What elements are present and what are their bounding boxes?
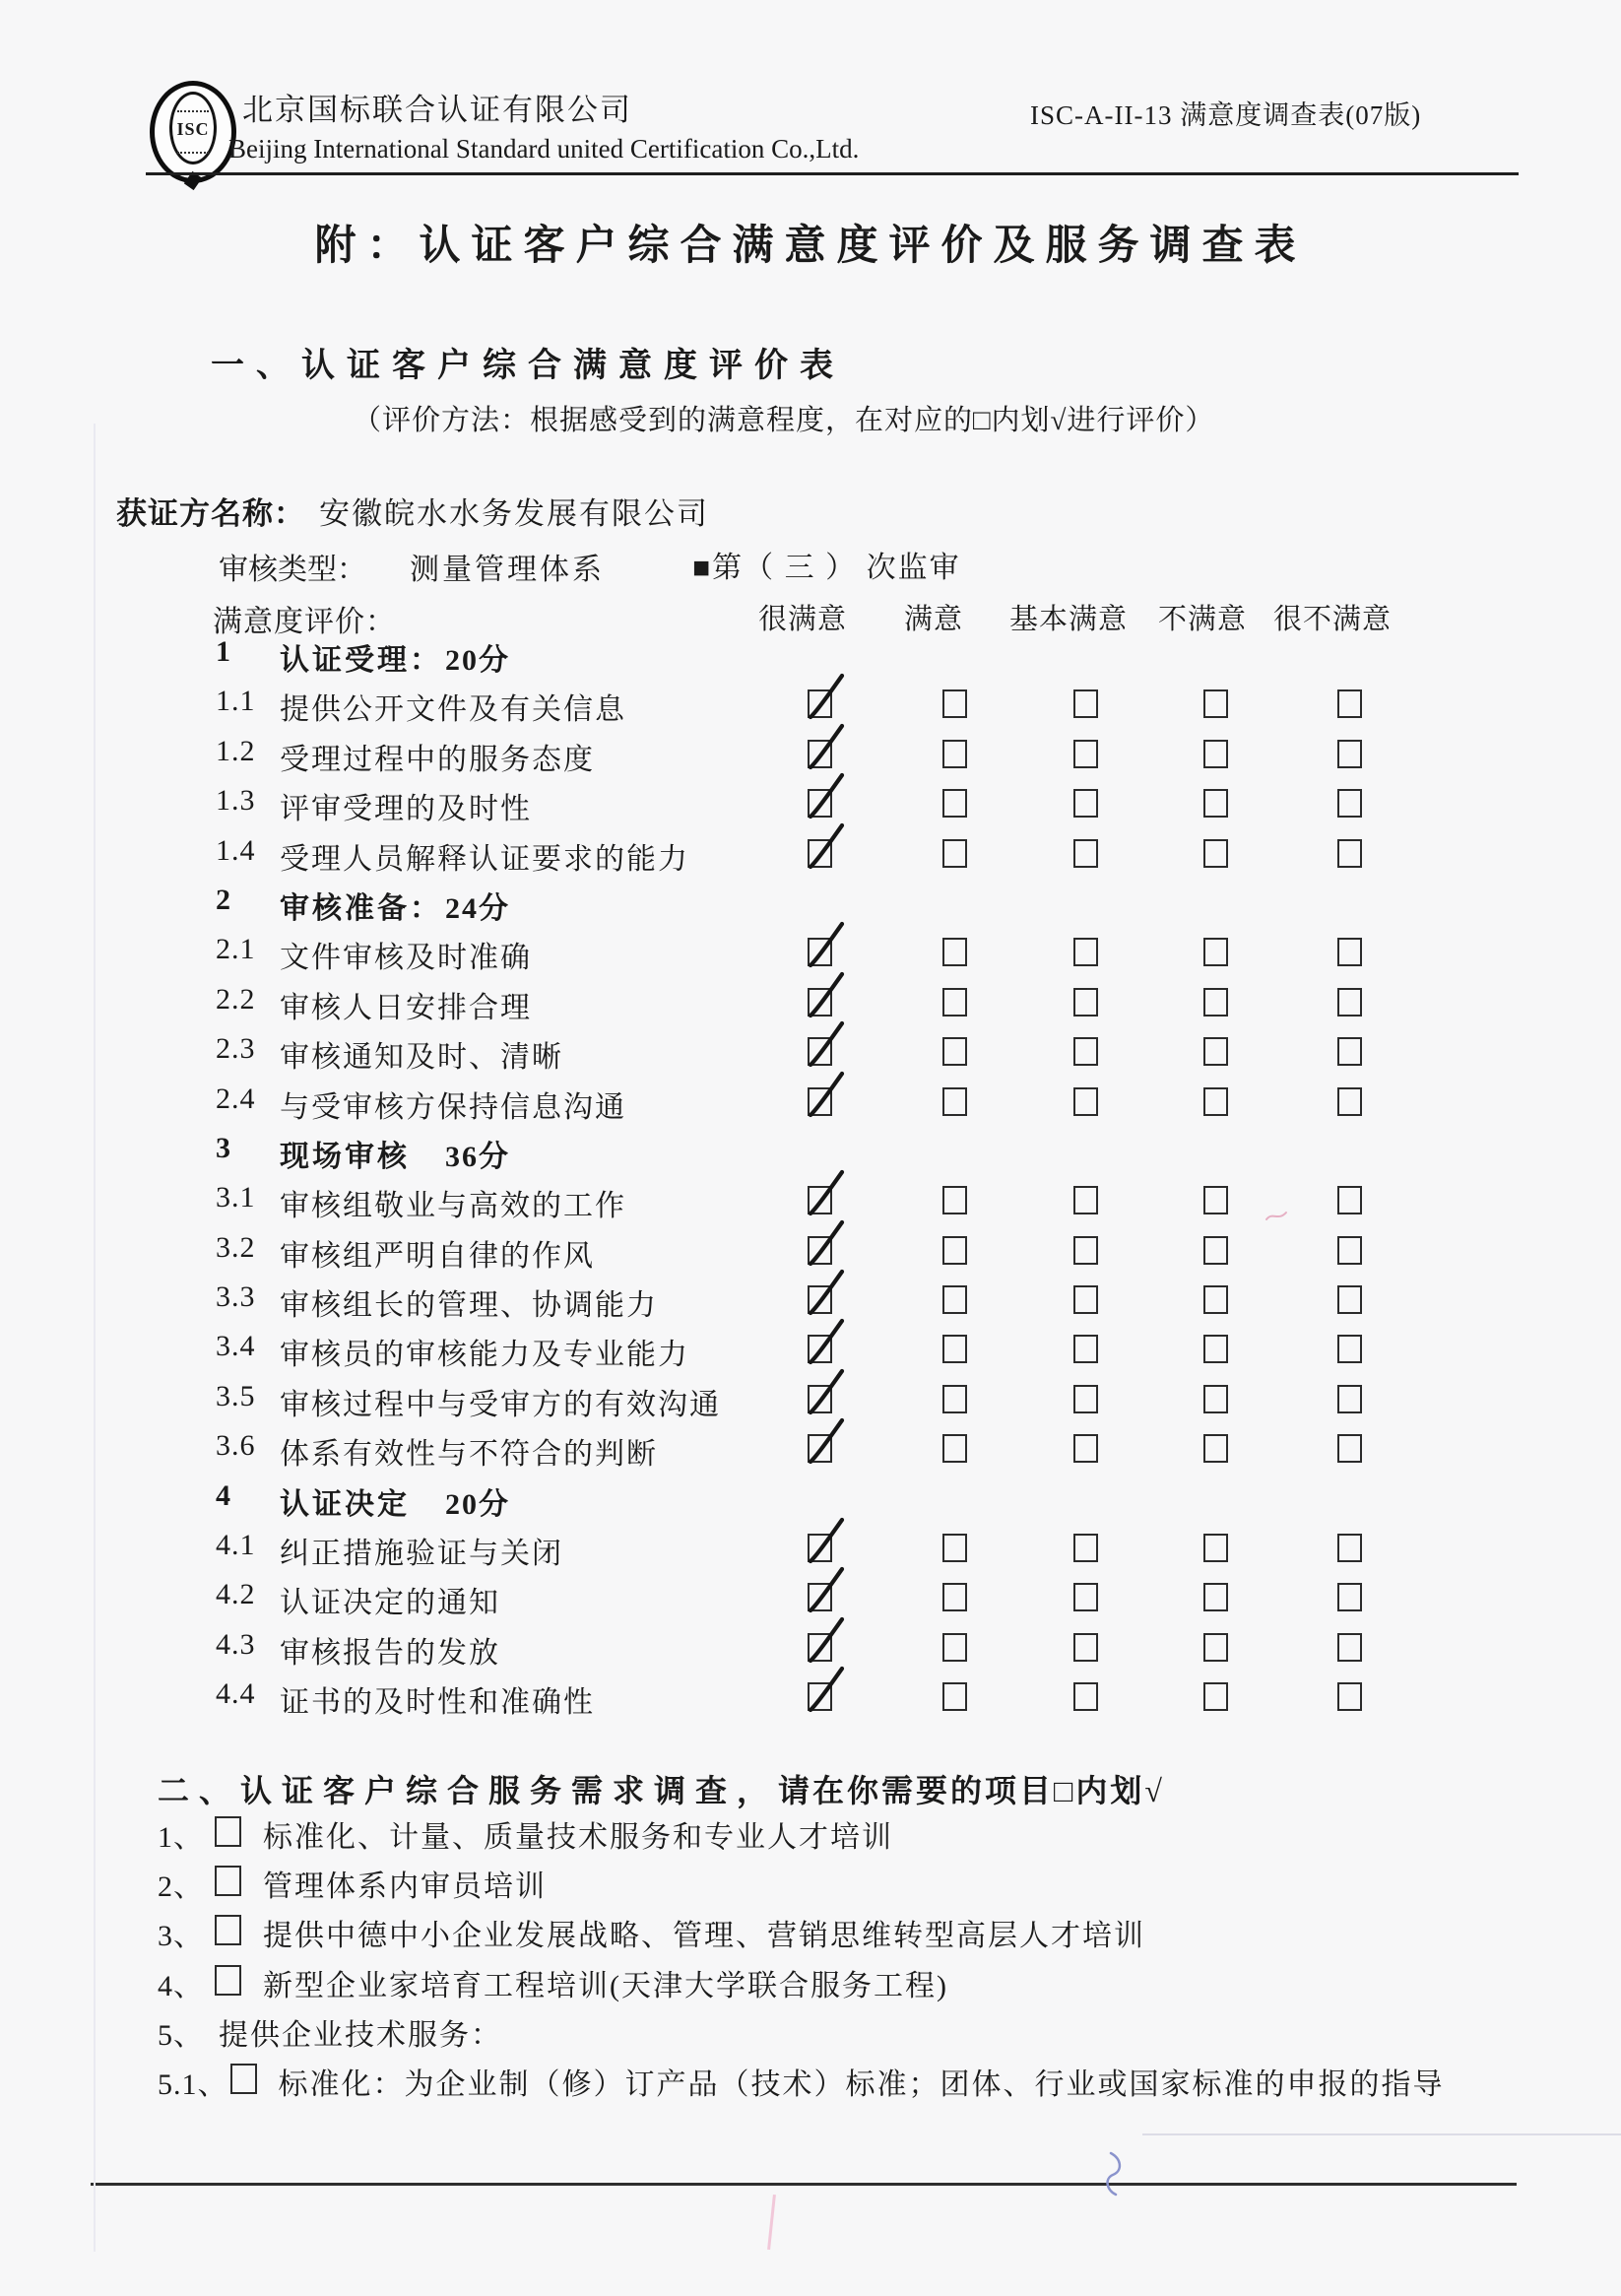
rating-checkbox[interactable]: [1203, 1682, 1228, 1711]
rating-group-header: [0, 884, 1621, 933]
item-number: 2.3: [216, 1032, 256, 1066]
service-item-row: [0, 2060, 1621, 2109]
rating-checkbox[interactable]: [1337, 1682, 1362, 1711]
rating-checkbox[interactable]: [1073, 1037, 1098, 1066]
rating-checkbox[interactable]: [1337, 1434, 1362, 1463]
rating-checkbox[interactable]: [1203, 1633, 1228, 1662]
rating-checkbox[interactable]: [1073, 938, 1098, 966]
rating-checkbox[interactable]: [1203, 1534, 1228, 1562]
group-title: 认证受理：: [280, 644, 442, 677]
rating-checkbox[interactable]: [942, 1534, 967, 1562]
rating-checkbox[interactable]: [942, 689, 967, 718]
item-label: 审核组长的管理、协调能力: [280, 1289, 658, 1323]
service-item-number: 4、: [158, 1969, 204, 2002]
service-item-text: 提供企业技术服务：: [219, 2018, 502, 2052]
rating-checkbox[interactable]: [942, 1236, 967, 1265]
service-item-number: 5、: [158, 2018, 204, 2052]
footer-rule: [91, 2183, 1517, 2186]
scan-edge-line: [94, 424, 96, 2252]
item-label: 提供公开文件及有关信息: [280, 693, 626, 727]
scan-artifact-blue-squiggle: [1091, 2149, 1127, 2198]
rating-checkbox[interactable]: [942, 1583, 967, 1611]
group-title: 现场审核: [280, 1140, 410, 1173]
item-label: 审核报告的发放: [280, 1636, 500, 1670]
rating-checkbox[interactable]: [1073, 1186, 1098, 1214]
certified-org-value: 安徽皖水水务发展有限公司: [319, 496, 709, 531]
service-item-row: [0, 2010, 1621, 2060]
group-points: 36分: [445, 1140, 510, 1173]
rating-checkbox-checked[interactable]: [808, 1186, 832, 1214]
service-checkbox[interactable]: [215, 1965, 241, 1996]
rating-checkbox[interactable]: [942, 740, 967, 768]
rating-checkbox-checked[interactable]: [808, 1583, 832, 1611]
rating-item-row: [0, 1032, 1621, 1082]
rating-checkbox[interactable]: [1073, 1087, 1098, 1116]
item-label: 文件审核及时准确: [280, 942, 532, 975]
rating-item-row: [0, 834, 1621, 884]
rating-checkbox-checked[interactable]: [808, 938, 832, 966]
scan-artifact-pink-mark: [1264, 1208, 1294, 1225]
service-item-row: [0, 1911, 1621, 1960]
rating-checkbox-checked[interactable]: [808, 1285, 832, 1314]
rating-checkbox[interactable]: [942, 1682, 967, 1711]
item-number: 3.2: [216, 1230, 256, 1264]
group-number: 4: [216, 1478, 230, 1512]
audit-type-value: 测量管理体系: [410, 554, 605, 586]
rating-checkbox[interactable]: [1203, 1037, 1228, 1066]
rating-checkbox[interactable]: [942, 789, 967, 818]
rating-checkbox-checked[interactable]: [808, 1682, 832, 1711]
rating-checkbox[interactable]: [1337, 1186, 1362, 1214]
header-rule: [146, 172, 1519, 175]
rating-checkbox-checked[interactable]: [808, 1534, 832, 1562]
rating-table: [0, 635, 1621, 1728]
service-item-row: [0, 1812, 1621, 1862]
item-label: 审核员的审核能力及专业能力: [280, 1339, 689, 1372]
rating-checkbox[interactable]: [1337, 1087, 1362, 1116]
rating-checkbox[interactable]: [1073, 839, 1098, 868]
rating-checkbox[interactable]: [1073, 1434, 1098, 1463]
rating-item-row: [0, 1231, 1621, 1280]
rating-checkbox[interactable]: [1337, 1236, 1362, 1265]
company-name-en: Beijing International Standard united Certification Co.,Ltd.: [228, 134, 860, 164]
rating-checkbox[interactable]: [1337, 938, 1362, 966]
certified-org-line: [116, 489, 709, 533]
logo-isc-text: ISC: [176, 119, 210, 139]
group-number: 1: [216, 635, 230, 668]
rating-checkbox[interactable]: [1337, 1037, 1362, 1066]
rating-checkbox[interactable]: [1073, 740, 1098, 768]
certified-org-label: 获证方名称：: [116, 496, 305, 531]
item-label: 审核组严明自律的作风: [280, 1239, 595, 1273]
item-label: 体系有效性与不符合的判断: [280, 1438, 658, 1472]
rating-checkbox[interactable]: [1073, 1583, 1098, 1611]
rating-item-row: [0, 784, 1621, 833]
rating-checkbox[interactable]: [942, 1434, 967, 1463]
rating-item-row: [0, 1181, 1621, 1230]
rating-checkbox[interactable]: [1337, 1633, 1362, 1662]
rating-group-header: [0, 635, 1621, 685]
group-points: 20分: [445, 1487, 510, 1521]
page-title: 附：认证客户综合满意度评价及服务调查表: [314, 224, 1307, 269]
service-item-number: 2、: [158, 1870, 204, 1904]
rating-checkbox[interactable]: [1337, 740, 1362, 768]
rating-checkbox[interactable]: [1203, 1186, 1228, 1214]
service-item-row: [0, 1862, 1621, 1911]
group-number: 2: [216, 883, 230, 916]
item-number: 4.1: [216, 1529, 256, 1562]
rating-checkbox[interactable]: [1073, 1385, 1098, 1413]
rating-checkbox[interactable]: [942, 988, 967, 1017]
rating-checkbox[interactable]: [1203, 740, 1228, 768]
rating-item-row: [0, 1380, 1621, 1429]
item-label: 证书的及时性和准确性: [280, 1686, 595, 1720]
rating-checkbox-checked[interactable]: [808, 1633, 832, 1662]
item-number: 3.3: [216, 1280, 256, 1314]
rating-checkbox[interactable]: [1203, 1236, 1228, 1265]
item-number: 1.1: [216, 685, 256, 718]
item-number: 1.2: [216, 734, 256, 767]
item-label: 认证决定的通知: [280, 1587, 500, 1620]
rating-item-row: [0, 1082, 1621, 1132]
rating-checkbox[interactable]: [1203, 789, 1228, 818]
rating-checkbox[interactable]: [1337, 1385, 1362, 1413]
rating-column-header: 很不满意: [1272, 604, 1393, 635]
rating-checkbox[interactable]: [942, 1633, 967, 1662]
rating-checkbox[interactable]: [942, 1186, 967, 1214]
rating-checkbox-checked[interactable]: [808, 1236, 832, 1265]
rating-checkbox[interactable]: [1337, 988, 1362, 1017]
service-item-text: 提供中德中小企业发展战略、管理、营销思维转型高层人才培训: [263, 1920, 1145, 1953]
rating-checkbox[interactable]: [1203, 1434, 1228, 1463]
rating-group-header: [0, 1479, 1621, 1529]
rating-checkbox[interactable]: [1073, 1682, 1098, 1711]
rating-column-header: 不满意: [1157, 604, 1248, 635]
rating-checkbox[interactable]: [942, 1285, 967, 1314]
rating-checkbox[interactable]: [942, 1335, 967, 1363]
group-title: 审核准备：: [280, 891, 442, 925]
audit-round-value: ■第（ 三 ） 次监审: [692, 552, 961, 584]
rating-checkbox[interactable]: [1073, 1633, 1098, 1662]
rating-checkbox[interactable]: [1073, 689, 1098, 718]
rating-checkbox[interactable]: [1337, 1583, 1362, 1611]
isc-logo: [150, 81, 236, 185]
item-number: 4.4: [216, 1677, 256, 1711]
item-number: 4.2: [216, 1578, 256, 1611]
service-item-number: 1、: [158, 1821, 204, 1854]
service-checkbox[interactable]: [215, 1816, 241, 1847]
item-label: 受理过程中的服务态度: [280, 743, 595, 776]
rating-item-row: [0, 933, 1621, 982]
rating-checkbox[interactable]: [1337, 1335, 1362, 1363]
rating-item-row: [0, 1280, 1621, 1330]
rating-checkbox-checked[interactable]: [808, 1335, 832, 1363]
rating-checkbox[interactable]: [1203, 1385, 1228, 1413]
service-checkbox[interactable]: [215, 1915, 241, 1945]
group-points: 24分: [445, 891, 510, 925]
rating-item-row: [0, 983, 1621, 1032]
service-item-number: 3、: [158, 1920, 204, 1953]
group-title: 认证决定: [280, 1487, 410, 1521]
rating-checkbox[interactable]: [1337, 1534, 1362, 1562]
item-number: 2.2: [216, 982, 256, 1016]
item-number: 3.4: [216, 1330, 256, 1363]
document-code: ISC-A-II-13 满意度调查表(07版): [1030, 100, 1422, 130]
rating-checkbox-checked[interactable]: [808, 1434, 832, 1463]
rating-checkbox-checked[interactable]: [808, 839, 832, 868]
rating-column-header: 满意: [903, 604, 964, 635]
rating-item-row: [0, 1529, 1621, 1578]
rating-item-row: [0, 685, 1621, 734]
item-label: 审核过程中与受审方的有效沟通: [280, 1388, 721, 1421]
rating-checkbox-checked[interactable]: [808, 1087, 832, 1116]
evaluation-method-note: （评价方法：根据感受到的满意程度，在对应的□内划√进行评价）: [353, 405, 1215, 436]
company-name-cn: 北京国标联合认证有限公司: [242, 93, 632, 127]
group-number: 3: [216, 1131, 230, 1164]
item-label: 评审受理的及时性: [280, 793, 532, 826]
rating-checkbox[interactable]: [1073, 789, 1098, 818]
item-number: 2.1: [216, 933, 256, 966]
rating-checkbox[interactable]: [942, 1385, 967, 1413]
rating-checkbox[interactable]: [1203, 1285, 1228, 1314]
item-label: 审核通知及时、清晰: [280, 1041, 563, 1075]
service-item-text: 标准化：为企业制（修）订产品（技术）标准；团体、行业或国家标准的申报的指导: [278, 2067, 1445, 2101]
rating-checkbox[interactable]: [1073, 1534, 1098, 1562]
rating-item-row: [0, 1677, 1621, 1727]
rating-checkbox[interactable]: [1203, 689, 1228, 718]
rating-checkbox[interactable]: [942, 839, 967, 868]
rating-item-row: [0, 1578, 1621, 1627]
rating-checkbox-checked[interactable]: [808, 988, 832, 1017]
rating-checkbox-checked[interactable]: [808, 689, 832, 718]
rating-checkbox[interactable]: [1203, 1335, 1228, 1363]
audit-type-label: 审核类型：: [219, 554, 366, 586]
rating-item-row: [0, 1429, 1621, 1478]
rating-checkbox[interactable]: [1073, 1285, 1098, 1314]
service-item-number: 5.1、: [158, 2067, 228, 2101]
rating-checkbox[interactable]: [1337, 789, 1362, 818]
rating-checkbox-checked[interactable]: [808, 1037, 832, 1066]
rating-checkbox[interactable]: [942, 1087, 967, 1116]
section-two-heading: [158, 1766, 1165, 1811]
rating-checkbox-checked[interactable]: [808, 789, 832, 818]
rating-checkbox[interactable]: [942, 938, 967, 966]
item-label: 与受审核方保持信息沟通: [280, 1090, 626, 1124]
item-label: 纠正措施验证与关闭: [280, 1538, 563, 1571]
rating-checkbox[interactable]: [1337, 689, 1362, 718]
audit-type-line: [219, 545, 605, 588]
service-checkbox[interactable]: [215, 1866, 241, 1896]
rating-checkbox[interactable]: [942, 1037, 967, 1066]
rating-checkbox[interactable]: [1203, 938, 1228, 966]
service-item-text: 标准化、计量、质量技术服务和专业人才培训: [263, 1821, 893, 1854]
item-label: 审核组敬业与高效的工作: [280, 1190, 626, 1223]
service-checkbox[interactable]: [230, 2064, 257, 2094]
group-points: 20分: [445, 644, 510, 677]
rating-checkbox[interactable]: [1337, 839, 1362, 868]
item-number: 3.5: [216, 1379, 256, 1412]
service-item-text: 管理体系内审员培训: [263, 1870, 547, 1904]
rating-checkbox-checked[interactable]: [808, 740, 832, 768]
rating-column-header: 很满意: [757, 604, 848, 635]
logo-decorative-text: [177, 152, 209, 154]
rating-group-header: [0, 1132, 1621, 1181]
rating-item-row: [0, 1330, 1621, 1379]
service-item-row: [0, 1961, 1621, 2010]
item-number: 1.4: [216, 833, 256, 867]
rating-item-row: [0, 735, 1621, 784]
rating-checkbox[interactable]: [1203, 988, 1228, 1017]
service-item-text: 新型企业家培育工程培训(天津大学联合服务工程): [263, 1969, 948, 2002]
rating-checkbox[interactable]: [1073, 1236, 1098, 1265]
rating-checkbox[interactable]: [1203, 839, 1228, 868]
item-number: 3.1: [216, 1181, 256, 1214]
item-number: 1.3: [216, 784, 256, 818]
item-number: 3.6: [216, 1429, 256, 1463]
item-label: 审核人日安排合理: [280, 991, 532, 1024]
rating-checkbox[interactable]: [1203, 1087, 1228, 1116]
rating-row-label: 满意度评价：: [213, 606, 396, 638]
item-number: 4.3: [216, 1627, 256, 1661]
rating-item-row: [0, 1628, 1621, 1677]
logo-decorative-text: [177, 110, 209, 112]
item-number: 2.4: [216, 1082, 256, 1115]
rating-checkbox[interactable]: [1073, 1335, 1098, 1363]
scan-artifact-pink-streak: [767, 2195, 776, 2250]
rating-checkbox[interactable]: [1203, 1583, 1228, 1611]
rating-checkbox[interactable]: [1337, 1285, 1362, 1314]
section-two-heading-main: 二、认证客户综合服务需求调查，: [158, 1773, 779, 1808]
section-two-heading-instruction: 请在你需要的项目□内划√: [778, 1773, 1165, 1808]
rating-column-header: 基本满意: [1008, 604, 1129, 635]
item-label: 受理人员解释认证要求的能力: [280, 842, 689, 876]
rating-checkbox[interactable]: [1073, 988, 1098, 1017]
section-one-heading: 一、认证客户综合满意度评价表: [211, 348, 845, 384]
service-needs-list: [0, 1812, 1621, 2109]
rating-checkbox-checked[interactable]: [808, 1385, 832, 1413]
scan-artifact-faint-line: [1142, 2133, 1621, 2135]
